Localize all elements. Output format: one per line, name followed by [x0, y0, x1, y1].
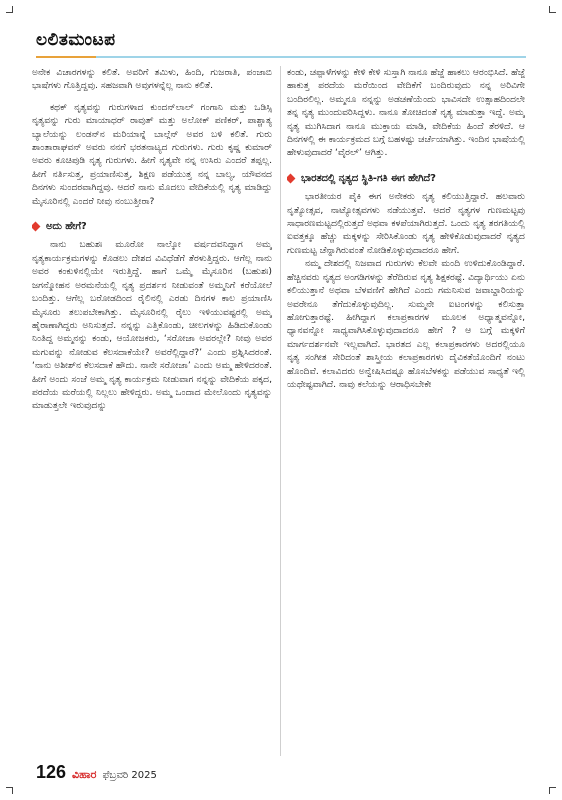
- issue-date: ಫೆಬ್ರವರಿ 2025: [102, 770, 157, 781]
- article-column-left: [32, 66, 272, 756]
- subheading-text: ಭಾರತದಲ್ಲಿ ನೃತ್ಯದ ಸ್ಥಿತಿ-ಗತಿ ಈಗ ಹೇಗಿದೆ?: [301, 172, 436, 184]
- crop-mark-top-right: [549, 6, 556, 13]
- paragraph: ನಾನು ಬಹುಶಃ ಮೂರೋ ನಾಲ್ಕೋ ವರ್ಷದವನಿದ್ದಾಗ ಅಮ್ಮ ನೃತ್ಯಕಾರ್ಯಕ್ರಮಗಳನ್ನು ಕೊಡಲು ದೇಶದ ವಿವಿಧೆಡೆಗೆ ತೆರಳುತ್ತಿದ್ದರು. ಆಗೆಲ್ಲ ನಾನು ಅವರ ಕಂಕುಳಿನಲ್ಲಿಯೇ ಇರುತ್ತಿದ್ದೆ. ಹಾಗೆ ಒಮ್ಮೆ ಮೈಸೂರಿನ (ಬಹುಶಃ) ಜಗನ್ಮೋಹನ ಅರಮನೆಯಲ್ಲಿ ನೃತ್ಯ ಪ್ರದರ್ಶನ ನೀಡುವಂತೆ ಅಮ್ಮನಿಗೆ ಕರೆಯೋಲೆ ಬಂದಿತ್ತು. ಆಗೆಲ್ಲ ಬರೋಡದಿಂದ ರೈಲಿನಲ್ಲಿ ಎರಡು ದಿನಗಳ ಕಾಲ ಪ್ರಯಾಣಿಸಿ ಮೈಸೂರು ತಲುಪಬೇಕಾಗಿತ್ತು. ಮೈಸೂರಿನಲ್ಲಿ ರೈಲು ಇಳಿಯುವಷ್ಟರಲ್ಲಿ ಅಮ್ಮ ಹೈರಾಣಾಗಿದ್ದರು ಅನಿಸುತ್ತದೆ. ನನ್ನನ್ನು ಎತ್ತಿಕೊಂಡು, ಚೀಲಗಳನ್ನು ಹಿಡಿದುಕೊಂಡು ನಿಂತಿದ್ದ ಅಮ್ಮನನ್ನು ಕಂಡು, ಆಯೋಜಕರು, ‘ಸರೋಜಾ ಅವರಲ್ಲೇ? ನೀವು ಅವರ ಮಗುವನ್ನು ನೋಡುವ ಕೆಲಸದಾಕೆಯೇ? ಅವರೆಲ್ಲಿದ್ದಾರೆ?’ ಎಂದು ಪ್ರಶ್ನಿಸಿದರಂತೆ. ‘ನಾನು ಅಶೀಶ್‌ನ ಕೆಲಸದಾಕೆ ಹೌದು. ನಾನೇ ಸರೋಜಾ’ ಎಂದು ಅಮ್ಮ ಹೇಳಿದರಂತೆ. ಹೀಗೆ ಅಂದು ಸಂಜೆ ಅಮ್ಮ ನೃತ್ಯ ಕಾರ್ಯಕ್ರಮ ನೀಡುವಾಗ ನನ್ನನ್ನು ವೇದಿಕೆಯ ಪಕ್ಕದ, ಪರದೆಯ ಮರೆಯಲ್ಲಿ ನಿಲ್ಲಲು ಹೇಳಿದ್ದರು. ಅಮ್ಮ ಒಂದಾದ ಮೇಲೊಂದು ನೃತ್ಯವನ್ನು ಮಾಡುತ್ತಲೇ ಇರುವುದನ್ನು: [32, 239, 272, 412]
- title-rule: [36, 56, 526, 58]
- article-column-right: [287, 66, 525, 756]
- magazine-logo: ವಿಹಾರ: [72, 768, 97, 781]
- subheading-text: ಅದು ಹೇಗೆ?: [46, 221, 87, 233]
- crop-mark-bottom-left: [6, 787, 13, 794]
- crop-mark-top-left: [6, 6, 13, 13]
- title-accent: [36, 56, 96, 58]
- paragraph: ಕಂಡು, ಚಪ್ಪಾಳೆಗಳನ್ನು ಕೇಳಿ ಕೇಳಿ ಸುಸ್ತಾಗಿ ನಾನೂ ಹೆಜ್ಜೆ ಹಾಕಲು ಆರಂಭಿಸಿದೆ. ಹೆಜ್ಜೆ ಹಾಕುತ್ತ ಪರದೆಯ ಮರೆಯಿಂದ ವೇದಿಕೆಗೆ ಬಂದಿರುವುದು ನನ್ನ ಅರಿವಿಗೇ ಬಂದಿರಲಿಲ್ಲ. ಅಮ್ಮನೂ ನನ್ನನ್ನು ಅಡಚಣೆಯೆಂದು ಭಾವಿಸದೇ ಉತ್ಸಾಹದಿಂದಲೇ ತನ್ನ ನೃತ್ಯ ಮುಂದುವರಿಸಿದ್ದಳು. ನಾನೂ ತೋಚಿದಂತೆ ನೃತ್ಯ ಮಾಡುತ್ತಾ ಇದ್ದೆ. ಅಮ್ಮ ನೃತ್ಯ ಮುಗಿಸಿದಾಗ ನಾನೂ ಮುಕ್ತಾಯ ಮಾಡಿ, ವೇದಿಕೆಯ ಹಿಂದೆ ತೆರಳಿದೆ. ಆ ದಿನಗಳಲ್ಲಿ ಈ ಕಾರ್ಯಕ್ರಮದ ಬಗ್ಗೆ ಬಹಳಷ್ಟು ಚರ್ಚೆಯಾಗಿತ್ತು. ಇಂದಿನ ಭಾಷೆಯಲ್ಲಿ ಹೇಳುವುದಾದರೆ ‘ವೈರಲ್’ ಆಗಿತ್ತು.: [287, 67, 525, 159]
- subheading: [287, 172, 525, 185]
- paragraph: ಭಾರತೀಯರ ಪೈಕಿ ಈಗ ಅನೇಕರು ನೃತ್ಯ ಕಲಿಯುತ್ತಿದ್ದಾರೆ. ಹಲವಾರು ನೃತ್ಯೋತ್ಸವ, ನಾಟ್ಯೋತ್ಸವಗಳು ನಡೆಯುತ್ತವೆ. ಆದರೆ ನೃತ್ಯಗಳ ಗುಣಮಟ್ಟವು ಸಾಧಾರಣಮಟ್ಟದಲ್ಲಿರುತ್ತದೆ ಅಥವಾ ಕಳಪೆಯಾಗಿರುತ್ತದೆ. ಒಂದು ನೃತ್ಯ ತರಗತಿಯಲ್ಲಿ ಐವತ್ತಕ್ಕೂ ಹೆಚ್ಚು ಮಕ್ಕಳನ್ನು ಸೇರಿಸಿಕೊಂಡು ನೃತ್ಯ ಹೇಳಿಕೊಡುವುದಾದರೆ ನೃತ್ಯದ ಗುಣಮಟ್ಟ ಚೆನ್ನಾಗಿರುವಂತೆ ನೋಡಿಕೊಳ್ಳುವುದಾದರೂ ಹೇಗೆ.: [287, 191, 525, 256]
- page-footer: [36, 762, 157, 783]
- paragraph: ಅನೇಕ ವಿಚಾರಗಳನ್ನು ಕಲಿತೆ. ಅವರಿಗೆ ತಮಿಳು, ಹಿಂದಿ, ಗುಜರಾತಿ, ಪಂಜಾಬಿ ಭಾಷೆಗಳು ಗೊತ್ತಿದ್ದವು. ಸಹಜವಾಗಿ ಅವುಗಳನ್ನೆಲ್ಲ ನಾನು ಕಲಿತೆ.: [32, 67, 272, 92]
- paragraph: ಕಥಕ್ ನೃತ್ಯವನ್ನು ಗುರುಗಳಾದ ಕುಂದನ್‌ಲಾಲ್ ಗಂಗಾನಿ ಮತ್ತು ಒಡಿಸ್ಸಿ ನೃತ್ಯವನ್ನು ಗುರು ಮಾಯಾಧರ್ ರಾವುತ್ ಮತ್ತು ಅಲೋಕ್ ಪಣಿಕರ್, ಪಾಶ್ಚಾತ್ಯ ಬ್ಯಾಲೆಯನ್ನು ಲಂಡನ್‌ನ ಮರಿಯಾನ್ನೆ ಬಾಲ್ಗೆನ್ ಅವರ ಬಳಿ ಕಲಿತೆ. ಗುರು ಶಾಂತಾರಾಘವನ್ ಅವರು ನನಗೆ ಭರತನಾಟ್ಯದ ಗುರುಗಳು. ಗುರು ಕೃಷ್ಣ ಕುಮಾರ್ ಅವರು ಕೂಚಿಪುಡಿ ನೃತ್ಯ ಗುರುಗಳು. ಹೀಗೆ ನೃತ್ಯವೇ ನನ್ನ ಉಸಿರು ಎಂದರೆ ತಪ್ಪಲ್ಲ. ಹೀಗೆ ನರ್ತಿಸುತ್ತ, ಪ್ರಯಾಣಿಸುತ್ತ, ಶಿಕ್ಷಣ ಪಡೆಯುತ್ತ ನನ್ನ ಬಾಲ್ಯ, ಯೌವನದ ದಿನಗಳು ಸುಂದರವಾಗಿದ್ದವು. ಆದರೆ ನಾನು ಮೊದಲು ವೇದಿಕೆಯಲ್ಲಿ ನೃತ್ಯ ಮಾಡಿದ್ದು ಮೈಸೂರಿನಲ್ಲಿ ಎಂದರೆ ನೀವು ನಂಬುತ್ತೀರಾ?: [32, 101, 272, 207]
- subheading: [32, 220, 272, 233]
- section-title: ಲಲಿತಮಂಟಪ: [36, 30, 116, 50]
- paragraph: ನಮ್ಮ ದೇಶದಲ್ಲಿ ನಿಜವಾದ ಗುರುಗಳು ಕೆಲವೇ ಮಂದಿ ಉಳಿದುಕೊಂಡಿದ್ದಾರೆ. ಹೆಚ್ಚಿನವರು ನೃತ್ಯದ ಅಂಗಡಿಗಳನ್ನು ತೆರೆದಿರುವ ನೃತ್ಯ ಶಿಕ್ಷಕರಷ್ಟೆ. ವಿದ್ಯಾರ್ಥಿಯು ಏನು ಕಲಿಯುತ್ತಾನೆ ಅಥವಾ ಬೆಳವಣಿಗೆ ಹೇಗಿದೆ ಎಂದು ಗಮನಿಸುವ ಜವಾಬ್ದಾರಿಯನ್ನು ಅವರೇನೂ ತೆಗೆದುಕೊಳ್ಳುವುದಿಲ್ಲ. ಸುಮ್ಮನೇ ಐಟಂಗಳನ್ನು ಕಲಿಸುತ್ತಾ ಹೋಗುತ್ತಾರಷ್ಟೆ. ಹೀಗಿದ್ದಾಗ ಕಲಾಪ್ರಕಾರಗಳ ಮೂಲಕ ಅಧ್ಯಾತ್ಮವನ್ನೋ, ಧ್ಯಾನವನ್ನೋ ಸಾಧ್ಯವಾಗಿಸಿಕೊಳ್ಳುವುದಾದರೂ ಹೇಗೆ ? ಆ ಬಗ್ಗೆ ಮಕ್ಕಳಿಗೆ ಮಾರ್ಗದರ್ಶನವೇ ಇಲ್ಲವಾಗಿದೆ. ಭಾರತದ ಎಲ್ಲ ಕಲಾಪ್ರಕಾರಗಳು ಅದರಲ್ಲಿಯೂ ನೃತ್ಯ ಸಂಗೀತ ಸೇರಿದಂತೆ ಶಾಸ್ತ್ರೀಯ ಕಲಾಪ್ರಕಾರಗಳು ದೈವಿಕತೆಯೊಂದಿಗೆ ನಂಟು ಹೊಂದಿವೆ. ಕಲಾವಿದರು ಅನ್ವೇಷಿಸಿದಷ್ಟೂ ಹೊಸಬೆಳಕನ್ನು ಪಡೆಯುವ ಸಾಧ್ಯತೆ ಇಲ್ಲಿ ಯಥೇಷ್ಟವಾಗಿದೆ. ನಾವು ಕಲೆಯನ್ನು ಆರಾಧಿಸಬೇಕೇ: [287, 258, 525, 390]
- crop-mark-bottom-right: [549, 787, 556, 794]
- diamond-bullet-icon: [287, 174, 295, 184]
- diamond-bullet-icon: [32, 222, 40, 232]
- page-number: 126: [36, 762, 67, 782]
- column-divider: [280, 66, 281, 756]
